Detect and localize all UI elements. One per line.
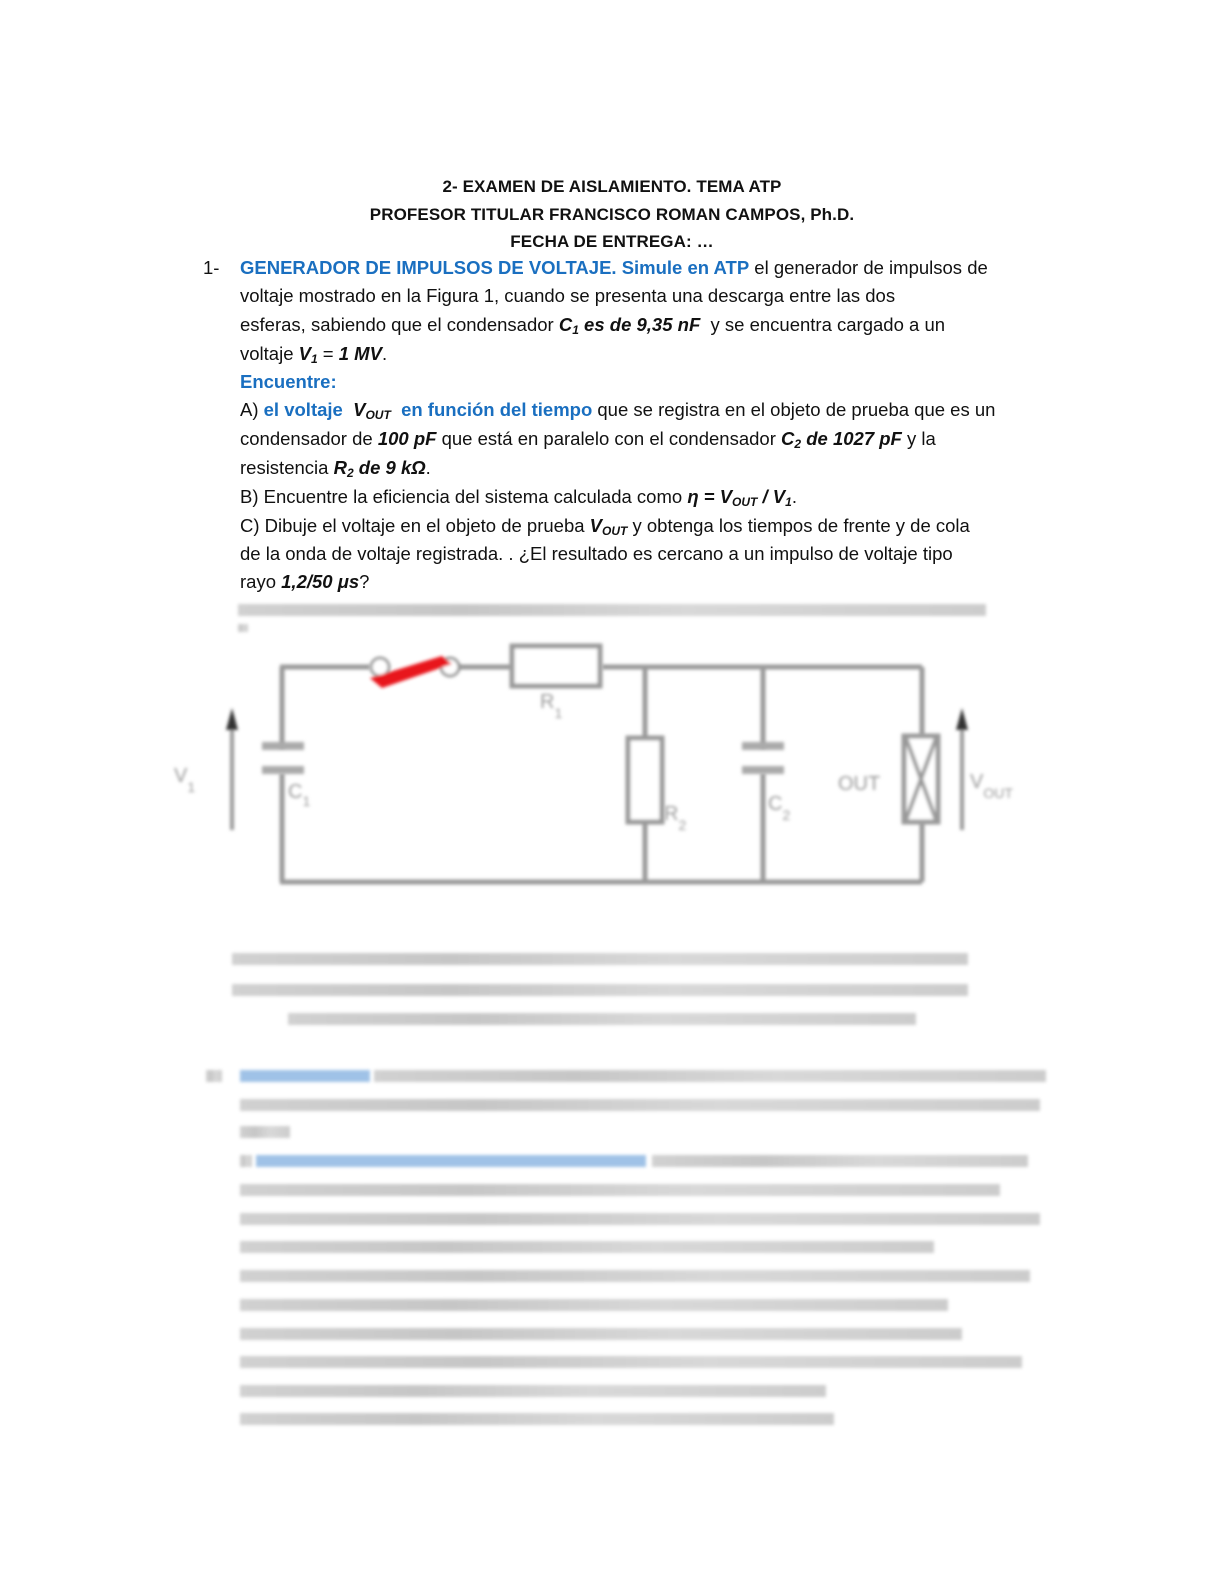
partA-line1 xyxy=(240,398,995,422)
text-span: . xyxy=(791,486,797,507)
find-label: Encuentre: xyxy=(240,371,337,392)
redacted-text-line xyxy=(652,1155,1028,1167)
v1-symbol xyxy=(299,343,318,364)
symbol: V xyxy=(353,399,366,420)
text-span: y obtenga los tiempos de frente y de cola xyxy=(627,515,970,536)
lightning-impulse-value: 1,2/50 μs xyxy=(281,571,360,592)
text-span: . xyxy=(381,343,388,364)
text-span: que está en paralelo con el condensador xyxy=(436,428,782,449)
label-text: R xyxy=(540,691,555,713)
redacted-text-line xyxy=(240,1099,1040,1111)
c1-value: es de 9,35 nF xyxy=(578,314,701,335)
label-subscript: 2 xyxy=(678,817,687,833)
label-subscript: 1 xyxy=(554,705,563,721)
question1-heading: GENERADOR DE IMPULSOS DE VOLTAJE. Simule en ATP xyxy=(240,257,750,278)
partC-line1 xyxy=(240,514,970,538)
redacted-text-line xyxy=(240,1213,1040,1225)
redacted-text-line xyxy=(240,1270,1030,1282)
label-text: R xyxy=(664,803,679,825)
c1-symbol xyxy=(559,314,700,335)
subscript: OUT xyxy=(732,495,758,509)
redacted-question-number xyxy=(206,1070,222,1082)
subscript: OUT xyxy=(602,524,628,538)
subscript: 1 xyxy=(785,495,792,509)
text-span: esferas, sabiendo que el condensador xyxy=(240,314,559,335)
c1-label xyxy=(288,781,310,809)
label-text: V xyxy=(174,765,188,787)
redacted-text-line xyxy=(240,1385,826,1397)
c2-capacitor-plate xyxy=(742,766,784,774)
subscript: 1 xyxy=(572,323,579,337)
label-subscript: 1 xyxy=(187,779,196,795)
redacted-caption-line xyxy=(232,984,968,996)
formula-text: / V xyxy=(757,486,786,507)
c1-capacitor-plate xyxy=(262,766,304,774)
text-span: y la xyxy=(901,428,936,449)
c1-capacitor-plate xyxy=(262,742,304,750)
symbol: V xyxy=(298,343,311,364)
figure1-circuit-diagram xyxy=(160,630,1060,910)
redacted-text-line xyxy=(240,1241,934,1253)
question1-line2: voltaje mostrado en la Figura 1, cuando se presenta una descarga entre las dos xyxy=(240,285,896,306)
out-label: OUT xyxy=(838,773,881,795)
redacted-text-line xyxy=(238,604,986,616)
vout-label xyxy=(970,771,1013,801)
r2-value: de 9 kΩ xyxy=(353,457,426,478)
v1-label xyxy=(174,765,195,795)
question1-line4 xyxy=(240,342,387,366)
text-span: voltaje xyxy=(240,343,299,364)
subscript: 2 xyxy=(794,437,802,451)
redacted-text-line xyxy=(240,1356,1022,1368)
text-span: condensador de xyxy=(240,428,378,449)
text-span: resistencia xyxy=(240,457,334,478)
formula-text: η = V xyxy=(687,486,733,507)
redacted-text-line xyxy=(240,1299,948,1311)
v1-value: 1 MV xyxy=(338,343,382,364)
partA-blue-text: en función del tiempo xyxy=(390,399,593,420)
partC-line2: de la onda de voltaje registrada. . ¿El resultado es cercano a un impulso de voltaje tipo xyxy=(240,543,953,564)
text-span: B) Encuentre la eficiencia del sistema calculada como xyxy=(240,486,688,507)
c2-label xyxy=(768,793,790,823)
redacted-text-line xyxy=(256,1155,646,1167)
r2-resistor xyxy=(628,738,662,822)
partB-line xyxy=(240,485,797,509)
professor-line: PROFESOR TITULAR FRANCISCO ROMAN CAMPOS, Ph.D. xyxy=(369,205,855,224)
part-prefix: A) xyxy=(240,399,264,420)
symbol: C xyxy=(781,428,795,449)
label-subscript: OUT xyxy=(983,785,1013,801)
symbol: R xyxy=(333,457,347,478)
label-subscript: 2 xyxy=(782,807,791,823)
label-text: C xyxy=(288,781,303,803)
redacted-text-line xyxy=(240,1184,1000,1196)
vout-symbol xyxy=(590,515,628,536)
text-span: . xyxy=(425,457,431,478)
equals: = xyxy=(317,343,339,364)
subscript: 2 xyxy=(346,466,354,480)
question-number: 1- xyxy=(203,257,220,278)
r1-resistor xyxy=(512,646,600,686)
redacted-text-line xyxy=(240,1070,370,1082)
text-span: que se registra en el objeto de prueba que es un xyxy=(592,399,996,420)
redacted-caption-line xyxy=(288,1013,916,1025)
symbol: C xyxy=(558,314,573,335)
vout-symbol xyxy=(353,399,391,420)
r2-label xyxy=(664,803,686,833)
v1-arrowhead xyxy=(226,708,238,730)
redacted-text-line xyxy=(240,1126,290,1138)
test-object-capacitance: 100 pF xyxy=(377,428,437,449)
r1-label xyxy=(540,691,562,721)
c2-symbol xyxy=(781,428,902,449)
question1-line3 xyxy=(240,313,945,337)
redacted-text-line xyxy=(240,1155,252,1167)
text-span: y se encuentra cargado a un xyxy=(700,314,946,335)
partA-line3 xyxy=(240,456,431,480)
question1-line1 xyxy=(240,256,988,280)
subscript: 1 xyxy=(310,352,318,366)
redacted-caption-line xyxy=(232,953,968,965)
subscript: OUT xyxy=(365,408,391,422)
redacted-text-line xyxy=(374,1070,1046,1082)
text-span: ? xyxy=(359,571,370,592)
redacted-text-line xyxy=(240,1413,834,1425)
text-span: C) Dibuje el voltaje en el objeto de prueba xyxy=(240,515,590,536)
efficiency-formula xyxy=(687,486,792,507)
due-date: FECHA DE ENTREGA: … xyxy=(510,232,714,251)
label-text: C xyxy=(768,793,783,815)
r2-symbol xyxy=(334,457,426,478)
label-text: V xyxy=(970,771,984,793)
c2-capacitor-plate xyxy=(742,742,784,750)
question1-line1-rest: el generador de impulsos de xyxy=(749,257,988,278)
text-span: rayo xyxy=(240,571,282,592)
partA-line2 xyxy=(240,427,936,451)
exam-title: 2- EXAMEN DE AISLAMIENTO. TEMA ATP xyxy=(442,177,782,196)
vout-arrowhead xyxy=(956,708,968,730)
symbol: V xyxy=(589,515,603,536)
redacted-text-line xyxy=(240,1328,962,1340)
c2-value: de 1027 pF xyxy=(801,428,902,449)
partA-blue-text: el voltaje xyxy=(263,399,354,420)
partC-line3 xyxy=(240,570,369,594)
label-subscript: 1 xyxy=(302,793,311,809)
